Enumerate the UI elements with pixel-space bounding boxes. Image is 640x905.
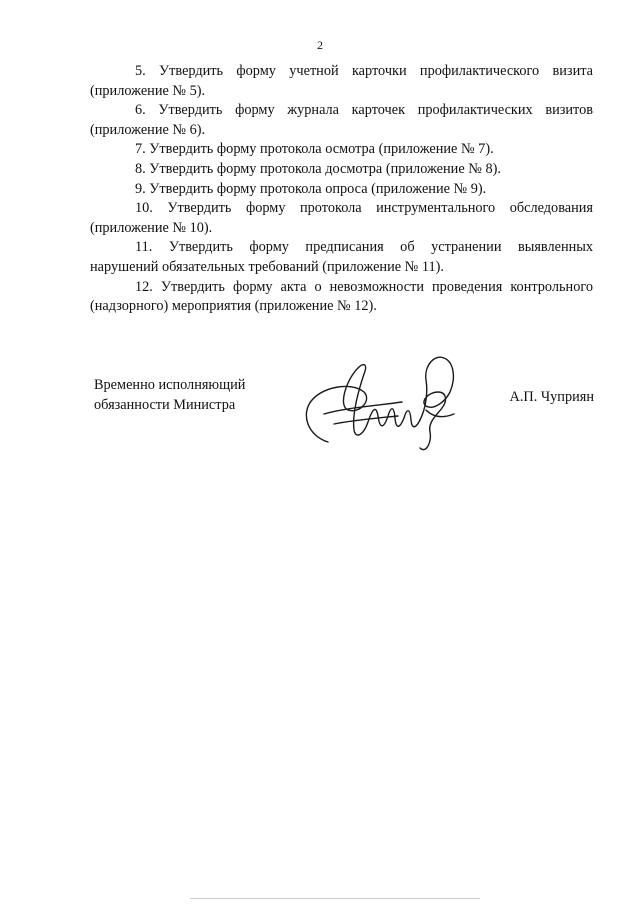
paragraph-line: 6. Утвердить форму журнала карточек профилактических визитов bbox=[135, 102, 593, 119]
paragraph-line: 7. Утвердить форму протокола осмотра (приложение № 7). bbox=[135, 141, 494, 158]
paragraph-12 bbox=[90, 278, 593, 317]
paragraph-line: 11. Утвердить форму предписания об устранении выявленных bbox=[135, 239, 593, 256]
paragraph-6 bbox=[90, 101, 593, 140]
paragraph-line: 12. Утвердить форму акта о невозможности проведения контрольного bbox=[135, 278, 593, 295]
signatory-title-line: Временно исполняющий bbox=[94, 377, 246, 393]
signatory-title-line: обязанности Министра bbox=[94, 396, 236, 413]
paragraph-line: (приложение № 10). bbox=[90, 219, 213, 236]
paragraph-line: (приложение № 6). bbox=[90, 121, 206, 138]
paragraph-10 bbox=[90, 199, 593, 238]
handwritten-signature bbox=[294, 344, 474, 464]
paragraph-line: (приложение № 5). bbox=[90, 82, 206, 99]
paragraph-7 bbox=[90, 140, 593, 160]
paragraph-8 bbox=[90, 160, 593, 180]
signature-block bbox=[94, 372, 594, 462]
paragraph-11 bbox=[90, 238, 593, 277]
paragraph-line: 10. Утвердить форму протокола инструментального обследования bbox=[135, 200, 593, 217]
document-body bbox=[90, 62, 593, 317]
paragraph-line: нарушений обязательных требований (приложение № 11). bbox=[90, 258, 444, 275]
paragraph-9 bbox=[90, 180, 593, 200]
paragraph-line: (надзорного) мероприятия (приложение № 12). bbox=[90, 298, 377, 315]
signatory-title bbox=[94, 376, 245, 415]
paragraph-line: 8. Утвердить форму протокола досмотра (приложение № 8). bbox=[135, 160, 501, 177]
page-number: 2 bbox=[317, 38, 323, 52]
paragraph-5 bbox=[90, 62, 593, 101]
page-bottom-edge bbox=[190, 898, 480, 899]
paragraph-line: 5. Утвердить форму учетной карточки профилактического визита bbox=[135, 63, 593, 79]
paragraph-line: 9. Утвердить форму протокола опроса (приложение № 9). bbox=[135, 180, 487, 197]
signatory-name: А.П. Чуприян bbox=[509, 389, 594, 405]
